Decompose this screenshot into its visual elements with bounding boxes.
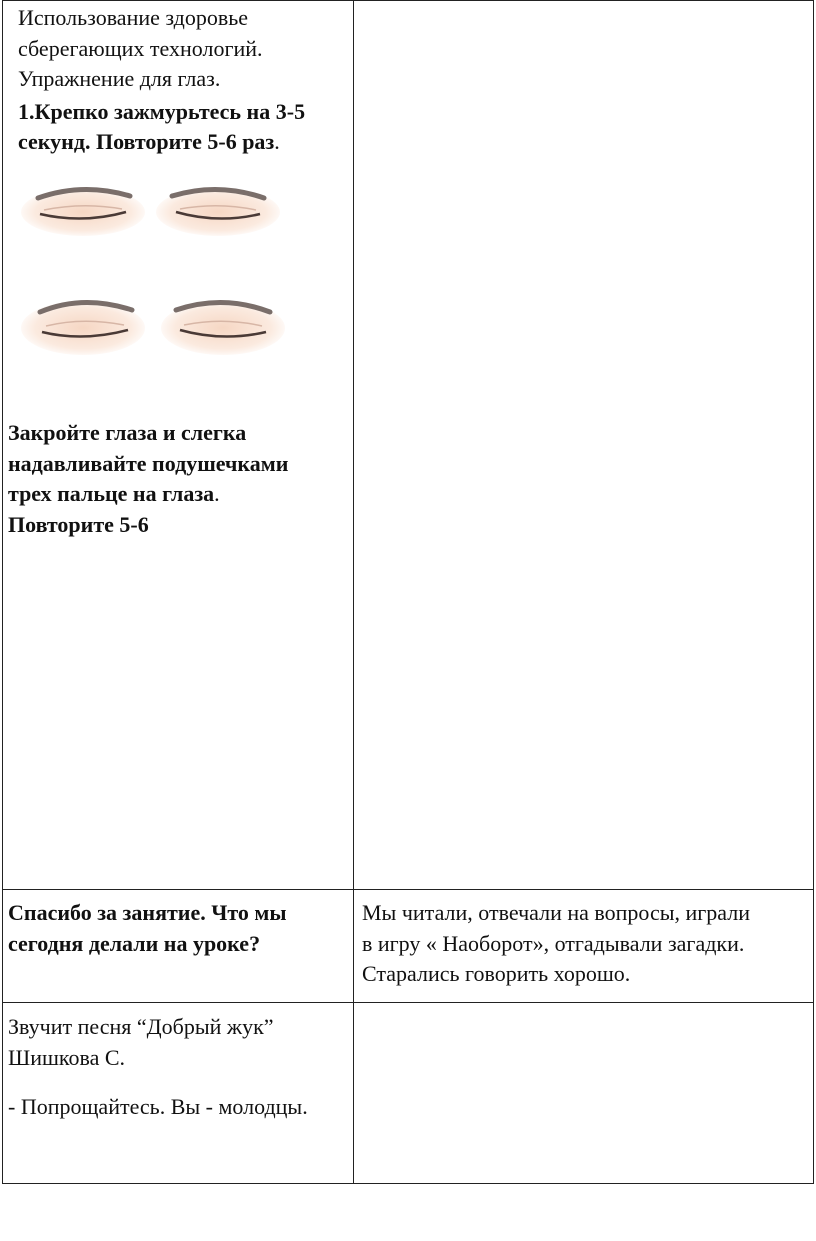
- song-note: [8, 1012, 348, 1073]
- question-line: сегодня делали на уроке?: [8, 930, 261, 956]
- answer-line: в игру « Наоборот», отгадывали загадки.: [362, 930, 745, 956]
- closing-answer: [362, 898, 812, 990]
- cell-farewell-right: [354, 1003, 814, 1184]
- press-line: Повторите 5-6: [8, 511, 149, 537]
- closed-eyes-illustration-bottom: [18, 292, 288, 360]
- bye-line: - Попрощайтесь. Вы - молодцы.: [8, 1094, 308, 1119]
- intro-line: сберегающих технологий.: [18, 35, 263, 61]
- press-bold-text: трех пальце на глаза: [8, 481, 215, 506]
- step1-line: [18, 127, 348, 158]
- farewell-note: [8, 1092, 348, 1123]
- press-line: [8, 479, 348, 510]
- intro-line: Упражнение для глаз.: [18, 66, 221, 91]
- lesson-table: [2, 0, 814, 1184]
- answer-line: Старались говорить хорошо.: [362, 961, 631, 986]
- press-line: надавливайте подушечками: [8, 450, 289, 476]
- question-line: Спасибо за занятие. Что мы: [8, 900, 287, 925]
- press-end-text: .: [214, 481, 220, 506]
- press-exercise: [8, 418, 348, 540]
- closed-eyes-illustration-top: [18, 180, 288, 240]
- answer-line: Мы читали, отвечали на вопросы, играли: [362, 900, 750, 925]
- song-line: Шишкова С.: [8, 1044, 126, 1070]
- intro-line: Использование здоровье: [18, 5, 249, 30]
- exercise-intro: [18, 3, 348, 158]
- press-line: Закройте глаза и слегка: [8, 420, 247, 445]
- closing-question: [8, 898, 338, 959]
- cell-exercise-right: [354, 1, 814, 890]
- step1-line: 1.Крепко зажмурьтесь на 3-5: [18, 98, 306, 124]
- song-line: Звучит песня “Добрый жук”: [8, 1014, 274, 1039]
- step1-bold-text: секунд. Повторите 5-6 раз: [18, 129, 275, 154]
- step1-end-text: .: [274, 129, 280, 154]
